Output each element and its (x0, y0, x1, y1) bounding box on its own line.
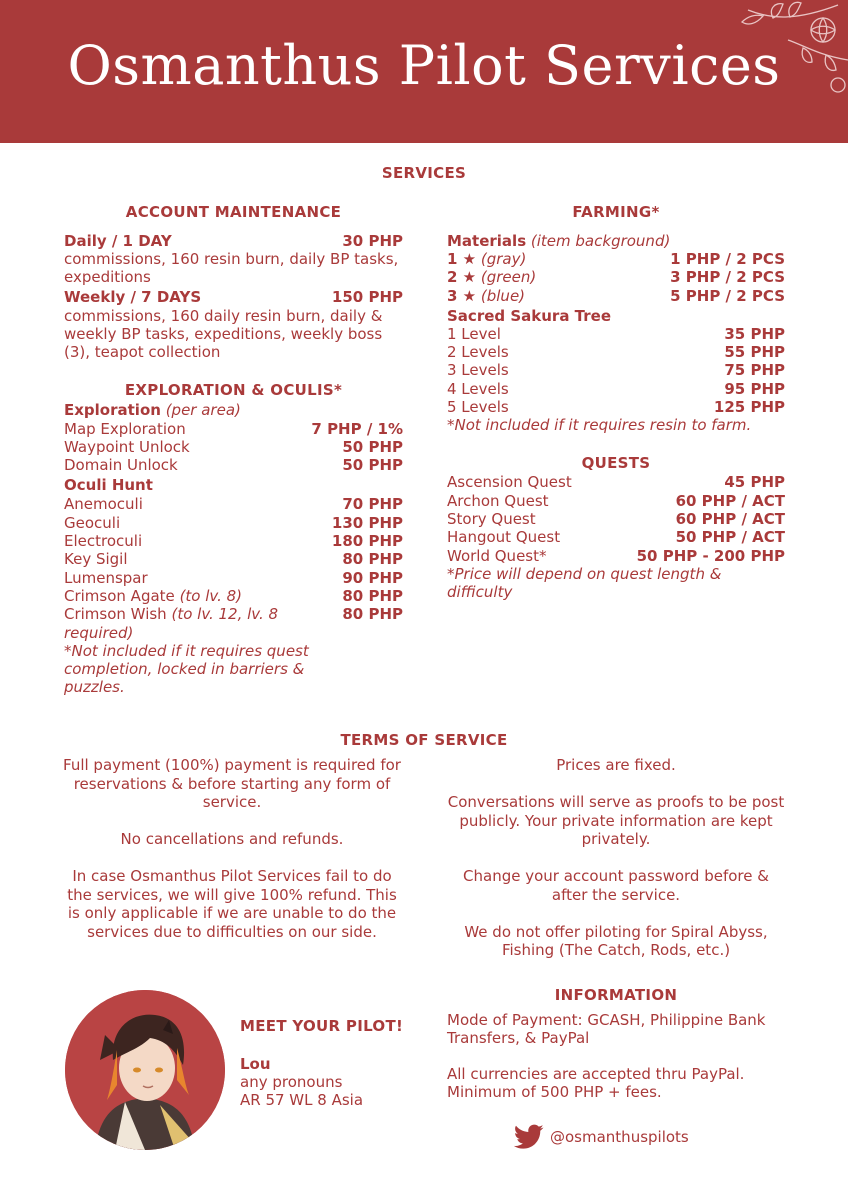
daily-description: commissions, 160 resin burn, daily BP tasks, expeditions (64, 250, 399, 287)
item-name: Ascension Quest (447, 473, 572, 492)
exploration-note: (per area) (165, 400, 241, 419)
list-item (447, 528, 785, 546)
item-price: 125 PHP (713, 398, 785, 417)
tos-paragraph: No cancellations and refunds. (120, 830, 344, 848)
item-name: Geoculi (64, 513, 121, 532)
sakura-heading: Sacred Sakura Tree (447, 306, 611, 325)
item-name: Map Exploration (64, 419, 186, 438)
list-item (447, 510, 785, 528)
item-price: 180 PHP (331, 532, 403, 551)
services-heading: SERVICES (381, 164, 467, 182)
tos-paragraph: In case Osmanthus Pilot Services fail to do the services, we will give 100% refund. This is only applicable if we are unable to do the services due to difficulties on our side. (67, 867, 397, 941)
item-note: (gray) (480, 250, 527, 268)
pilot-section (240, 1017, 430, 1109)
daily-title: Daily / 1 DAY (64, 232, 172, 250)
tos-paragraph: Change your account password before & after the service. (463, 867, 769, 904)
item-name: Electroculi (64, 532, 143, 551)
currency-note: All currencies are accepted thru PayPal. Minimum of 500 PHP + fees. (447, 1065, 745, 1101)
exploration-subheading (64, 401, 403, 420)
list-item (447, 287, 785, 305)
item-price: 50 PHP / ACT (675, 528, 785, 547)
tos-paragraph: Conversations will serve as proofs to be post publicly. Your private information are kept privately. (447, 793, 785, 848)
list-item (447, 380, 785, 398)
quests-footnote: *Price will depend on quest length & difficulty (447, 564, 722, 601)
item-price: 80 PHP (342, 586, 403, 605)
list-item (447, 398, 785, 416)
item-price: 5 PHP / 2 PCS (670, 286, 785, 305)
pilot-avatar (65, 990, 225, 1150)
item-price: 50 PHP - 200 PHP (636, 546, 785, 565)
item-price: 60 PHP / ACT (675, 509, 785, 528)
list-item (64, 587, 403, 605)
exploration-footnote: *Not included if it requires quest completion, locked in barriers & puzzles. (64, 641, 309, 696)
star-rating: 1 ★ (447, 250, 477, 268)
header-banner (0, 0, 848, 143)
crimson-wish-label (64, 605, 324, 642)
item-name: Lumenspar (64, 568, 148, 587)
list-item (447, 361, 785, 379)
list-item (447, 547, 785, 565)
item-name: Domain Unlock (64, 456, 178, 475)
item-price: 130 PHP (331, 513, 403, 532)
account-maintenance-heading: ACCOUNT MAINTENANCE (125, 203, 342, 221)
item-name: Waypoint Unlock (64, 437, 190, 456)
item-price: 3 PHP / 2 PCS (670, 268, 785, 287)
list-item (64, 456, 403, 474)
right-column (447, 203, 785, 601)
list-item (64, 550, 403, 568)
item-price: 55 PHP (724, 343, 785, 362)
list-item (64, 495, 403, 513)
item-price: 80 PHP (342, 605, 403, 624)
farming-heading: FARMING* (572, 203, 660, 221)
item-name: Key Sigil (64, 550, 128, 569)
list-item (64, 420, 403, 438)
twitter-handle-row[interactable] (514, 1124, 689, 1150)
list-item (64, 532, 403, 550)
list-item (447, 492, 785, 510)
item-price: 95 PHP (724, 379, 785, 398)
item-name: 4 Levels (447, 379, 509, 398)
item-price: 35 PHP (724, 324, 785, 343)
materials-label: Materials (447, 232, 527, 250)
tos-paragraph: We do not offer piloting for Spiral Abyss, Fishing (The Catch, Rods, etc.) (464, 922, 768, 959)
page-title: Osmanthus Pilot Services (67, 34, 781, 97)
item-note: (to lv. 8) (179, 586, 242, 605)
item-name: 1 Level (447, 324, 501, 343)
item-note: (green) (480, 268, 537, 287)
item-price: 60 PHP / ACT (675, 491, 785, 510)
daily-price: 30 PHP (342, 232, 403, 250)
daily-row (64, 232, 403, 250)
list-item (447, 250, 785, 268)
weekly-description: commissions, 160 daily resin burn, daily & weekly BP tasks, expeditions, weekly boss (3), teapot collection (64, 306, 383, 361)
list-item (447, 325, 785, 343)
tos-heading: TERMS OF SERVICE (340, 731, 508, 749)
list-item (64, 514, 403, 532)
list-item (64, 438, 403, 456)
crimson-agate-label (64, 587, 242, 605)
pilot-stats: AR 57 WL 8 Asia (240, 1091, 364, 1109)
list-item (64, 605, 403, 642)
item-name: 3 Levels (447, 361, 509, 380)
twitter-handle: @osmanthuspilots (550, 1128, 689, 1146)
left-column (64, 203, 403, 696)
quests-heading: QUESTS (581, 454, 651, 473)
item-name: Story Quest (447, 509, 536, 528)
item-note: (to lv. 12, lv. 8 required) (64, 605, 279, 642)
farming-footnote: *Not included if it requires resin to farm. (447, 416, 752, 435)
item-price: 75 PHP (724, 361, 785, 380)
list-item (447, 268, 785, 286)
materials-note: (item background) (530, 232, 671, 250)
item-note: (blue) (480, 286, 526, 305)
star-rating: 3 ★ (447, 286, 477, 305)
item-name: Hangout Quest (447, 528, 561, 547)
oculi-heading: Oculi Hunt (64, 476, 153, 495)
twitter-bird-icon (514, 1124, 544, 1150)
item-price: 7 PHP / 1% (311, 419, 403, 438)
pilot-heading: MEET YOUR PILOT! (240, 1017, 404, 1035)
pilot-name: Lou (240, 1055, 271, 1073)
list-item (64, 569, 403, 587)
item-price: 1 PHP / 2 PCS (670, 250, 785, 268)
list-item (447, 343, 785, 361)
weekly-title: Weekly / 7 DAYS (64, 288, 202, 307)
item-name: Archon Quest (447, 491, 549, 510)
payment-methods: Mode of Payment: GCASH, Philippine Bank Transfers, & PayPal (447, 1011, 766, 1047)
materials-subheading (447, 232, 785, 250)
pilot-pronouns: any pronouns (240, 1073, 343, 1091)
item-price: 50 PHP (342, 437, 403, 456)
pilot-portrait-icon (65, 990, 225, 1150)
weekly-row (64, 288, 403, 306)
list-item (447, 473, 785, 491)
information-section (447, 986, 785, 1101)
exploration-label: Exploration (64, 400, 161, 419)
star-rating: 2 ★ (447, 268, 477, 287)
item-price: 80 PHP (342, 550, 403, 569)
item-name: Crimson Wish (64, 605, 167, 624)
tos-right (447, 756, 785, 978)
weekly-price: 150 PHP (331, 288, 403, 307)
tos-left (62, 756, 402, 960)
item-name: World Quest* (447, 546, 547, 565)
item-price: 45 PHP (724, 473, 785, 492)
item-price: 70 PHP (342, 495, 403, 514)
item-price: 50 PHP (342, 456, 403, 475)
tos-paragraph: Full payment (100%) payment is required for reservations & before starting any form of service. (63, 756, 401, 811)
item-price: 90 PHP (342, 568, 403, 587)
information-heading: INFORMATION (554, 986, 678, 1004)
tos-paragraph: Prices are fixed. (556, 756, 676, 774)
item-name: Anemoculi (64, 495, 143, 514)
item-name: 5 Levels (447, 398, 509, 417)
exploration-heading: EXPLORATION & OCULIS* (124, 380, 343, 399)
item-name: Crimson Agate (64, 586, 175, 605)
item-name: 2 Levels (447, 343, 509, 362)
